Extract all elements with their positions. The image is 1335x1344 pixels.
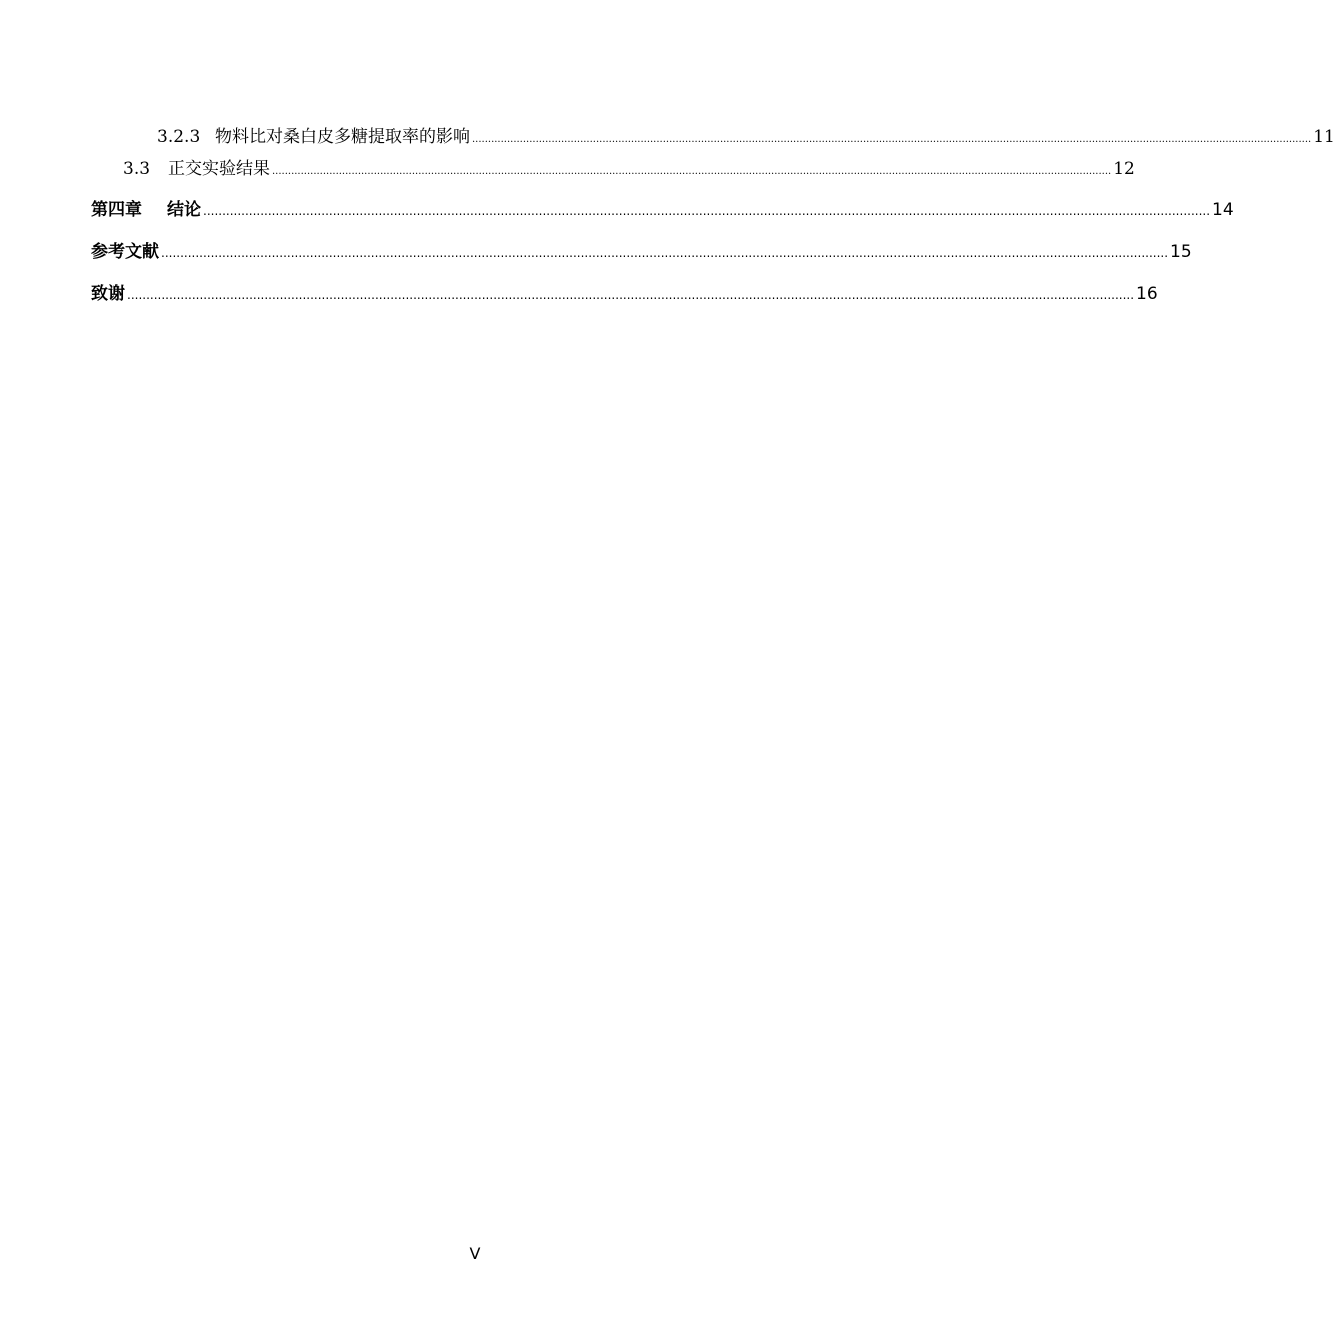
toc-entry-title: 正交实验结果 bbox=[168, 159, 270, 179]
toc-entry-3-3[interactable] bbox=[123, 154, 1135, 179]
toc-dot-leader: ........................................................................................................................................................................................................................................................................ bbox=[472, 134, 1312, 145]
toc-entry-number: 第四章 bbox=[91, 200, 142, 220]
toc-entry-page: 11 bbox=[1313, 127, 1335, 147]
toc-entry-page: 12 bbox=[1113, 159, 1135, 179]
toc-entry-page: 14 bbox=[1212, 200, 1234, 220]
toc-dot-leader: ........................................................................................................................................................................................................................................................................ bbox=[127, 288, 1135, 302]
toc-dot-leader: ........................................................................................................................................................................................................................................................................ bbox=[161, 246, 1169, 260]
toc-entry-acknowledgements[interactable] bbox=[91, 279, 1158, 304]
toc-entry-page: 16 bbox=[1136, 284, 1158, 304]
toc-entry-page: 15 bbox=[1170, 242, 1192, 262]
toc-entry-title: 参考文献 bbox=[91, 242, 159, 262]
page-number: V bbox=[469, 1244, 481, 1263]
toc-dot-leader: ........................................................................................................................................................................................................................................................................ bbox=[203, 204, 1211, 218]
toc-entry-chapter-4[interactable] bbox=[91, 195, 1234, 220]
toc-entry-3-2-3[interactable] bbox=[157, 122, 1335, 147]
toc-entry-number: 3.3 bbox=[123, 159, 151, 179]
toc-dot-leader: ........................................................................................................................................................................................................................................................................ bbox=[272, 166, 1112, 177]
toc-entry-title: 结论 bbox=[167, 200, 201, 220]
toc-entry-number: 3.2.3 bbox=[157, 127, 201, 147]
toc-entry-references[interactable] bbox=[91, 237, 1192, 262]
toc-entry-title: 物料比对桑白皮多糖提取率的影响 bbox=[215, 127, 470, 147]
toc-entry-title: 致谢 bbox=[91, 284, 125, 304]
